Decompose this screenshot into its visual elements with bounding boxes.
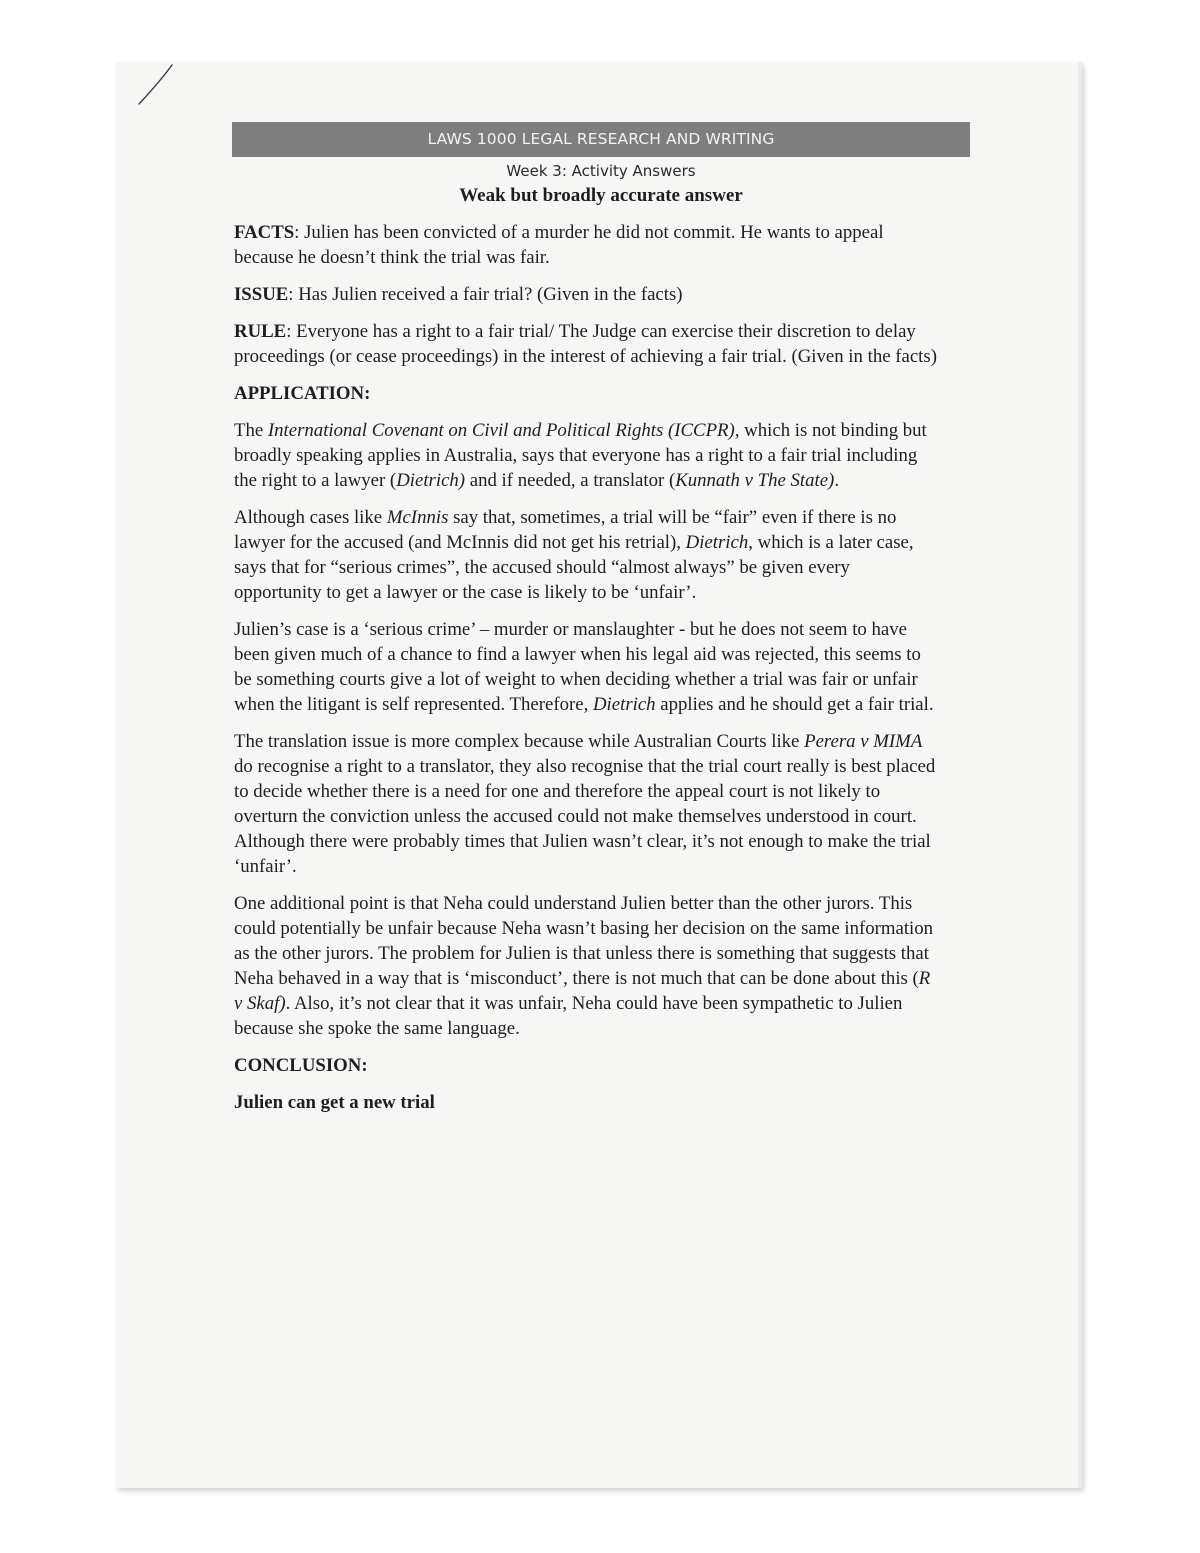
neha-text-line-6: because she spoke the same language.	[234, 1018, 520, 1039]
dietrich-citation: Dietrich)	[396, 470, 466, 491]
sheet-edge	[1078, 62, 1082, 1488]
neha-paragraph	[234, 891, 974, 1041]
neha-text-line-2: could potentially be unfair because Neha wasn’t basing her decision on the same information	[234, 918, 934, 939]
neha-text-line-1: One additional point is that Neha could understand Julien better than the other jurors. This	[234, 893, 913, 914]
serious-text-line-1: Julien’s case is a ‘serious crime’ – murder or manslaughter - but he does not seem to have	[234, 619, 907, 640]
rule-text-line-1: : Everyone has a right to a fair trial/ The Judge can exercise their discretion to delay	[286, 321, 916, 342]
translation-paragraph	[234, 729, 974, 879]
week-subtitle: Week 3: Activity Answers	[506, 162, 696, 180]
mcinnis-text-2: say that, sometimes, a trial will be “fair” even if there is no	[448, 507, 897, 528]
mcinnis-citation: McInnis	[386, 507, 449, 528]
mcinnis-text-3: lawyer for the accused (and McInnis did not get his retrial),	[234, 532, 686, 553]
translation-text-line-3: to decide whether there is a need for one and therefore the appeal court is not likely to	[234, 781, 881, 802]
serious-text-line-3: be something courts give a lot of weight to when deciding whether a trial was fair or unfair	[234, 669, 918, 690]
rule-text-line-2: proceedings (or cease proceedings) in the interest of achieving a fair trial. (Given in the facts)	[234, 346, 937, 367]
course-header-bar	[232, 122, 970, 157]
iccpr-text-1: The	[234, 420, 268, 441]
serious-crime-paragraph	[234, 617, 974, 717]
iccpr-text-3: the right to a lawyer (	[234, 470, 397, 491]
dietrich-citation-2: Dietrich	[685, 532, 749, 553]
neha-text-1: Neha behaved in a way that is ‘misconduct’, there is not much that can be done about this (	[234, 968, 919, 989]
neha-text-2: . Also, it’s not clear that it was unfair, Neha could have been sympathetic to Julien	[285, 993, 903, 1014]
kunnath-citation: Kunnath v The State)	[675, 470, 835, 491]
facts-paragraph	[234, 220, 974, 270]
issue-label: ISSUE	[234, 284, 289, 305]
iccpr-text-2: which is not binding but	[739, 420, 927, 441]
issue-text: : Has Julien received a fair trial? (Given in the facts)	[288, 284, 683, 305]
iccpr-text-5: .	[834, 470, 840, 491]
facts-text-line-2: because he doesn’t think the trial was fair.	[234, 247, 550, 268]
translation-text-line-4: overturn the conviction unless the accused could not make themselves understood in court.	[234, 806, 917, 827]
neha-text-line-3: as the other jurors. The problem for Julien is that unless there is something that suggests that	[234, 943, 929, 964]
facts-text-line-1: : Julien has been convicted of a murder he did not commit. He wants to appeal	[294, 222, 884, 243]
serious-text-line-2: been given much of a chance to find a lawyer when his legal aid was rejected, this seems to	[234, 644, 921, 665]
skaf-citation-part-2: v Skaf)	[234, 993, 286, 1014]
dietrich-citation-3: Dietrich	[592, 694, 656, 715]
translation-text-line-6: ‘unfair’.	[234, 856, 297, 877]
translation-text-1: The translation issue is more complex because while Australian Courts like	[234, 731, 805, 752]
pen-stroke-mark	[136, 62, 176, 108]
answer-grade-title: Weak but broadly accurate answer	[459, 185, 743, 206]
perera-citation: Perera v MIMA	[804, 731, 923, 752]
rule-paragraph	[234, 319, 974, 369]
mcinnis-text-line-3: says that for “serious crimes”, the accused should “almost always” be given every	[234, 557, 850, 578]
document-body	[234, 220, 974, 1127]
iccpr-paragraph	[234, 418, 974, 493]
facts-label: FACTS	[234, 222, 295, 243]
application-heading: APPLICATION:	[234, 383, 371, 404]
issue-paragraph	[234, 282, 974, 307]
course-title: LAWS 1000 LEGAL RESEARCH AND WRITING	[427, 130, 775, 148]
conclusion-text: Julien can get a new trial	[234, 1092, 435, 1113]
serious-text-2: applies and he should get a fair trial.	[655, 694, 934, 715]
skaf-citation-part-1: R	[918, 968, 931, 989]
iccpr-citation: International Covenant on Civil and Political Rights (ICCPR),	[267, 420, 740, 441]
translation-text-line-5: Although there were probably times that Julien wasn’t clear, it’s not enough to make the trial	[234, 831, 931, 852]
mcinnis-paragraph	[234, 505, 974, 605]
iccpr-text-line-2: broadly speaking applies in Australia, says that everyone has a right to a fair trial including	[234, 445, 918, 466]
mcinnis-text-line-4: opportunity to get a lawyer or the case is likely to be ‘unfair’.	[234, 582, 697, 603]
translation-text-line-2: do recognise a right to a translator, they also recognise that the trial court really is best placed	[234, 756, 936, 777]
rule-label: RULE	[234, 321, 287, 342]
conclusion-heading: CONCLUSION:	[234, 1055, 368, 1076]
mcinnis-text-1: Although cases like	[234, 507, 387, 528]
iccpr-text-4: and if needed, a translator (	[465, 470, 676, 491]
mcinnis-text-4: , which is a later case,	[748, 532, 914, 553]
serious-text-1: when the litigant is self represented. Therefore,	[234, 694, 593, 715]
